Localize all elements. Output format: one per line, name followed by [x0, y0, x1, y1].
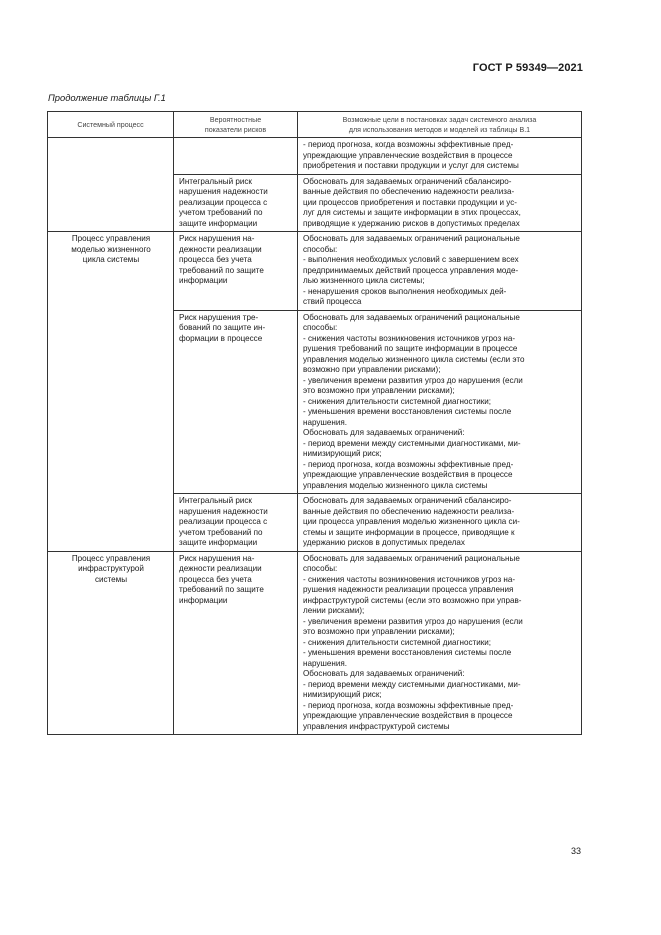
risk-cell [174, 174, 298, 232]
column-header-line: для использования методов и моделей из таблицы В.1 [348, 125, 531, 134]
goal-text-line: ции процесса управления моделью жизненного цикла си- [303, 517, 520, 526]
goal-text-line: управления моделью жизненного цикла системы [303, 480, 488, 490]
goal-text-line: ванные действия по обеспечению надежности реализа- [303, 506, 515, 516]
goal-text-line: нимизирующий риск; [303, 690, 382, 699]
risk-text-line: информации [179, 595, 228, 605]
goal-cell [298, 551, 582, 735]
goal-text-line: Обосновать для задаваемых ограничений: [303, 428, 465, 437]
goal-text-line: нарушения. [303, 658, 348, 668]
goal-text-line: Обосновать для задаваемых ограничений сбалансиро- [303, 496, 512, 505]
goal-text-line: это возможно при управлении рисками); [303, 386, 455, 395]
column-header-process [48, 112, 174, 138]
goal-cell [298, 494, 582, 552]
process-cell [48, 551, 174, 735]
risk-text-line: процесса без учета [179, 255, 252, 264]
goal-text-line: Обосновать для задаваемых ограничений рациональные [303, 312, 520, 322]
goal-text-line: приобретения и поставки продукции и услуг для системы [303, 161, 519, 170]
risk-text-line: Интегральный риск [179, 176, 252, 186]
risk-text-line: процесса без учета [179, 574, 252, 584]
goal-text-line: - период прогноза, когда возможны эффективные пред- [303, 459, 514, 469]
risk-text-line: нарушения надежности [179, 187, 268, 196]
risk-text-line: дежности реализации [179, 564, 262, 573]
process-text-line: Процесс управления [71, 553, 151, 563]
goal-text-line: упреждающие управленческие воздействия в процессе [303, 711, 513, 720]
goal-text-line: нимизирующий риск; [303, 449, 382, 458]
goal-text-line: управления моделью жизненного цикла системы (если это [303, 354, 525, 364]
table-continuation-label: Продолжение таблицы Г.1 [48, 92, 166, 103]
goal-text-line: ции процессов приобретения и поставки продукции и ус- [303, 197, 517, 207]
goal-text-line: Обосновать для задаваемых ограничений: [303, 669, 465, 678]
goal-text-line: упреждающие управленческие воздействия в процессе [303, 150, 513, 160]
goal-text-line: инфраструктурой системы (если это возможно при управ- [303, 595, 522, 605]
goal-text-line: луг для системы и защите информации в этих процессах, [303, 208, 521, 217]
risk-text-line: информации [179, 276, 228, 285]
column-header-line: Возможные цели в постановках задач системного анализа [342, 115, 537, 124]
table-header-row [48, 112, 582, 138]
goal-cell [298, 232, 582, 311]
column-header-goal [298, 112, 582, 138]
process-cell [48, 232, 174, 552]
goal-text-line: - период времени между системными диагностиками, ми- [303, 438, 521, 448]
process-cell [48, 138, 174, 232]
column-header-line: Системный процесс [77, 120, 144, 129]
goal-text-line: ванные действия по обеспечению надежности реализа- [303, 187, 515, 196]
goal-text-line: рушения требований по защите информации в процессе [303, 344, 518, 353]
process-text-line: цикла системы [82, 255, 140, 264]
goal-text-line: Обосновать для задаваемых ограничений рациональные [303, 234, 520, 243]
goal-text-line: лении рисками); [303, 606, 365, 615]
table-row [48, 138, 582, 175]
goal-text-line: приводящие к удержанию рисков в допустимых пределах [303, 218, 520, 228]
risk-text-line: защите информации [179, 218, 258, 228]
goal-text-line: возможно при управлении рисками); [303, 365, 441, 374]
goal-text-line: - увеличения времени развития угроз до нарушения (если [303, 616, 523, 626]
goal-text-line: предпринимаемых действий процесса управления моде- [303, 265, 519, 275]
risk-text-line: учетом требований по [179, 208, 263, 217]
risk-text-line: требований по защите [179, 265, 264, 275]
risk-cell [174, 551, 298, 735]
risk-cell [174, 310, 298, 494]
process-text-line: моделью жизненного [71, 244, 151, 254]
page-number: 33 [570, 846, 581, 856]
risk-text-line: дежности реализации [179, 244, 262, 254]
goal-cell [298, 310, 582, 494]
risk-text-line: формации в процессе [179, 333, 263, 343]
risk-text-line: Интегральный риск [179, 496, 252, 505]
goal-text-line: - выполнения необходимых условий с завершением всех [303, 255, 519, 264]
risk-text-line: нарушения надежности [179, 506, 268, 516]
goal-text-line: - уменьшения времени восстановления системы после [303, 407, 512, 416]
goal-text-line: - увеличения времени развития угроз до нарушения (если [303, 375, 523, 385]
risk-text-line: Риск нарушения на- [179, 234, 255, 243]
goal-text-line: - период времени между системными диагностиками, ми- [303, 679, 521, 689]
goal-cell [298, 174, 582, 232]
goal-text-line: нарушения. [303, 417, 348, 427]
table-row [48, 232, 582, 311]
goal-text-line: способы: [303, 564, 338, 573]
risk-text-line: требований по защите [179, 585, 264, 594]
goal-text-line: лью жизненного цикла системы; [303, 276, 425, 285]
risk-text-line: учетом требований по [179, 527, 263, 537]
goal-text-line: - ненарушения сроков выполнения необходимых дей- [303, 286, 507, 296]
goal-text-line: стемы и защите информации в процессе, приводящие к [303, 527, 515, 537]
goal-text-line: - снижения длительности системной диагностики; [303, 396, 492, 406]
risk-text-line: Риск нарушения тре- [179, 312, 259, 322]
goal-text-line: это возможно при управлении рисками); [303, 627, 455, 636]
process-text-line: системы [94, 574, 128, 584]
goal-text-line: упреждающие управленческие воздействия в процессе [303, 470, 513, 479]
risk-table [47, 111, 582, 735]
goal-text-line: удержанию рисков в допустимых пределах [303, 538, 465, 547]
risk-text-line: защите информации [179, 538, 258, 547]
goal-text-line: ствий процесса [303, 297, 362, 306]
risk-text-line: бований по защите ин- [179, 323, 266, 332]
column-header-risk [174, 112, 298, 138]
goal-cell [298, 138, 582, 175]
table-row [48, 551, 582, 735]
risk-text-line: Риск нарушения на- [179, 553, 255, 563]
risk-cell [174, 232, 298, 311]
goal-text-line: способы: [303, 323, 338, 332]
goal-text-line: - уменьшения времени восстановления системы после [303, 648, 512, 657]
risk-text-line: реализации процесса с [179, 197, 268, 207]
goal-text-line: Обосновать для задаваемых ограничений рациональные [303, 553, 520, 563]
column-header-line: показатели рисков [204, 125, 267, 134]
risk-cell [174, 494, 298, 552]
goal-text-line: Обосновать для задаваемых ограничений сбалансиро- [303, 176, 512, 186]
goal-text-line: рушения надежности реализации процесса управления [303, 585, 514, 594]
column-header-line: Вероятностные [209, 115, 262, 124]
goal-text-line: - снижения частоты возникновения источников угроз на- [303, 574, 516, 584]
process-text-line: Процесс управления [71, 234, 151, 243]
risk-cell [174, 138, 298, 175]
goal-text-line: - снижения длительности системной диагностики; [303, 637, 492, 647]
risk-text-line: реализации процесса с [179, 517, 268, 526]
process-text-line: инфраструктурой [78, 564, 144, 573]
goal-text-line: управления инфраструктурой системы [303, 721, 450, 731]
goal-text-line: - снижения частоты возникновения источников угроз на- [303, 333, 516, 343]
goal-text-line: - период прогноза, когда возможны эффективные пред- [303, 700, 514, 710]
goal-text-line: - период прогноза, когда возможны эффективные пред- [303, 140, 514, 149]
goal-text-line: способы: [303, 244, 338, 254]
document-code: ГОСТ Р 59349—2021 [472, 62, 583, 74]
